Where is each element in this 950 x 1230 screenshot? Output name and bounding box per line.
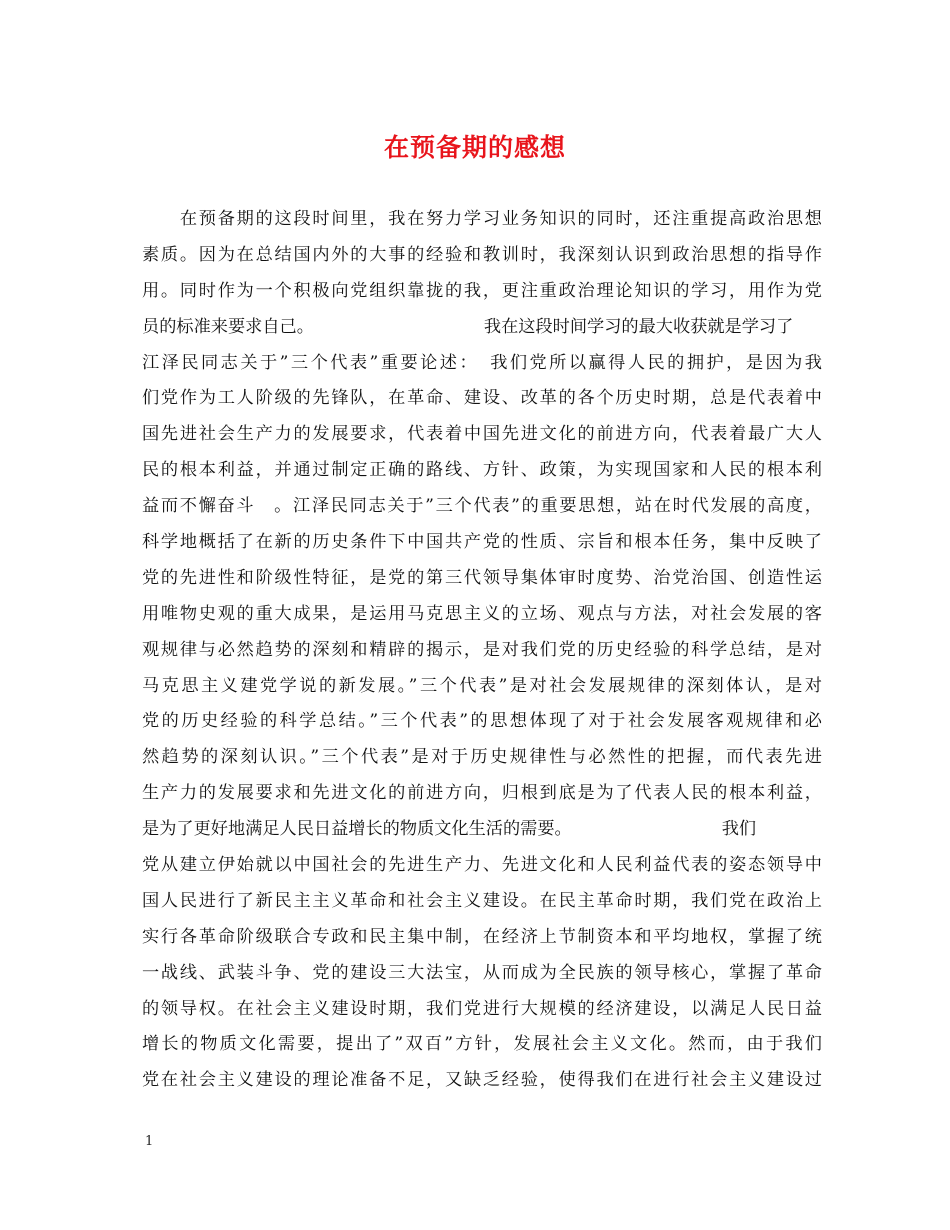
text-line: 用。同时作为一个积极向党组织靠拢的我，更注重政治理论知识的学习，用作为党 (142, 280, 822, 301)
text-line: 民的根本利益，并通过制定正确的路线、方针、政策，为实现国家和人民的根本利 (142, 460, 822, 481)
text-line: 国人民进行了新民主主义革命和社会主义建设。在民主革命时期，我们党在政治上 (142, 890, 822, 911)
text-line: 益而不懈奋斗 。江泽民同志关于”三个代表”的重要思想，站在时代发展的高度， (142, 496, 822, 517)
text-line: 素质。因为在总结国内外的大事的经验和教训时，我深刻认识到政治思想的指导作 (142, 244, 822, 265)
text-line: 实行各革命阶级联合专政和民主集中制，在经济上节制资本和平均地权，掌握了统 (142, 926, 822, 947)
text-line: 党从建立伊始就以中国社会的先进生产力、先进文化和人民利益代表的姿态领导中 (142, 855, 822, 876)
text-line-right: 我们 (721, 819, 757, 840)
text-line: 一战线、武装斗争、党的建设三大法宝，从而成为全民族的领导核心，掌握了革命 (142, 962, 822, 983)
text-line: 增长的物质文化需要，提出了”双百”方针，发展社会主义文化。然而，由于我们 (142, 1034, 822, 1055)
text-line: 们党作为工人阶级的先锋队，在革命、建设、改革的各个历史时期，总是代表着中 (142, 388, 822, 409)
text-line: 江泽民同志关于”三个代表”重要论述： 我们党所以赢得人民的拥护，是因为我 (142, 352, 822, 373)
text-line: 然趋势的深刻认识。”三个代表”是对于历史规律性与必然性的把握，而代表先进 (142, 747, 822, 768)
text-line-split (142, 812, 822, 848)
page-number: 1 (145, 1134, 154, 1149)
text-line-left: 员的标准来要求自己。 (142, 316, 314, 337)
text-line: 马克思主义建党学说的新发展。”三个代表”是对社会发展规律的深刻体认，是对 (142, 675, 822, 696)
text-line-split (142, 310, 822, 346)
text-line-right: 我在这段时间学习的最大收获就是学习了 (483, 316, 794, 337)
text-line: 科学地概括了在新的历史条件下中国共产党的性质、宗旨和根本任务，集中反映了 (142, 532, 822, 553)
document-title: 在预备期的感想 (383, 133, 566, 162)
text-line: 生产力的发展要求和先进文化的前进方向，归根到底是为了代表人民的根本利益， (142, 783, 822, 804)
text-line: 党的先进性和阶级性特征，是党的第三代领导集体审时度势、治党治国、创造性运 (142, 567, 822, 588)
text-line: 在预备期的这段时间里，我在努力学习业务知识的同时，还注重提高政治思想 (142, 209, 822, 229)
text-line: 用唯物史观的重大成果，是运用马克思主义的立场、观点与方法，对社会发展的客 (142, 603, 822, 624)
document-body (142, 202, 822, 1099)
text-line: 国先进社会生产力的发展要求，代表着中国先进文化的前进方向，代表着最广大人 (142, 424, 822, 445)
text-line: 观规律与必然趋势的深刻和精辟的揭示，是对我们党的历史经验的科学总结，是对 (142, 639, 822, 660)
text-line-left: 是为了更好地满足人民日益增长的物质文化生活的需要。 (142, 819, 572, 840)
text-line: 的领导权。在社会主义建设时期，我们党进行大规模的经济建设，以满足人民日益 (142, 998, 822, 1019)
text-line: 党的历史经验的科学总结。”三个代表”的思想体现了对于社会发展客观规律和必 (142, 711, 822, 732)
text-line: 党在社会主义建设的理论准备不足，又缺乏经验，使得我们在进行社会主义建设过 (142, 1070, 822, 1091)
